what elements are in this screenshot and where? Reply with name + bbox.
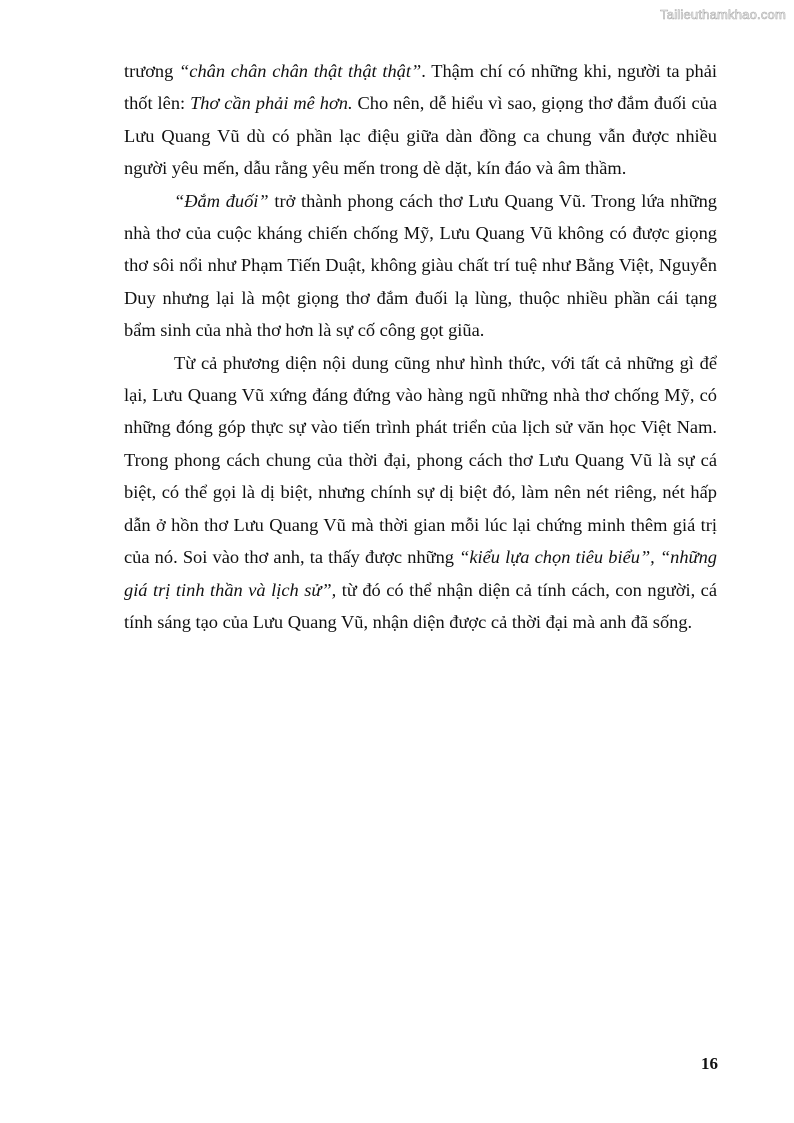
italic-quote-run: “chân chân chân thật thật thật”: [179, 61, 422, 81]
text-run: trở thành phong cách thơ Lưu Quang Vũ. Trong lứa những nhà thơ của cuộc kháng chiến chống Mỹ, Lưu Quang Vũ không có được giọng thơ sôi nổi như Phạm Tiến Duật, không giàu chất trí tuệ như Bằng Việt, Nguyễn Duy nhưng lại là một giọng thơ đắm đuối lạ lùng, thuộc nhiều phần cái tạng bẩm sinh của nhà thơ hơn là sự cố công gọt giũa.: [124, 190, 718, 341]
italic-quote-run: Thơ cần phải mê hơn.: [190, 93, 353, 114]
text-run: Cho nên, dễ hiểu vì sao, giọng thơ đắm đuối của Lưu Quang Vũ dù có phần lạc điệu giữa dàn đồng ca chung vẫn được nhiều người yêu mến, dẫu rằng yêu mến trong dè dặt, kín đáo và âm thầm.: [124, 93, 718, 179]
text-run: Từ cả phương diện nội dung cũng như hình thức, với tất cả những gì để lại, Lưu Quang Vũ xứng đáng đứng vào hàng ngũ những nhà thơ chống Mỹ, có những đóng góp thực sự vào tiến trình phát triển của lịch sử văn học Việt Nam. Trong phong cách chung của thời đại, phong cách thơ Lưu Quang Vũ là sự cá biệt, có thể gọi là dị biệt, nhưng chính sự dị biệt đó, làm nên nét riêng, nét hấp dẫn ở hồn thơ Lưu Quang Vũ mà thời gian mỗi lúc lại chứng minh thêm giá trị của nó. Soi vào thơ anh, ta thấy được những: [124, 352, 717, 568]
text-run: trương: [124, 61, 180, 81]
paragraph-1: [124, 55, 717, 185]
watermark-text: Tailieuthamkhao.com: [660, 7, 786, 22]
page-number: 16: [701, 1054, 718, 1073]
text-run: từ đó có thể nhận diện cả tính cách, con người, cá tính sáng tạo của Lưu Quang Vũ, nhận diện được cả thời đại mà anh đã sống.: [124, 579, 718, 632]
italic-quote-run: “kiểu lựa chọn tiêu biểu”, “những giá trị tinh thần và lịch sử”,: [124, 547, 717, 600]
text-run: . Thậm chí có những khi, người ta phải thốt lên:: [124, 61, 717, 114]
paragraph-3: [124, 347, 717, 639]
document-body: [124, 55, 717, 638]
paragraph-2: [124, 185, 717, 347]
italic-quote-run: “Đắm đuối”: [174, 190, 269, 211]
